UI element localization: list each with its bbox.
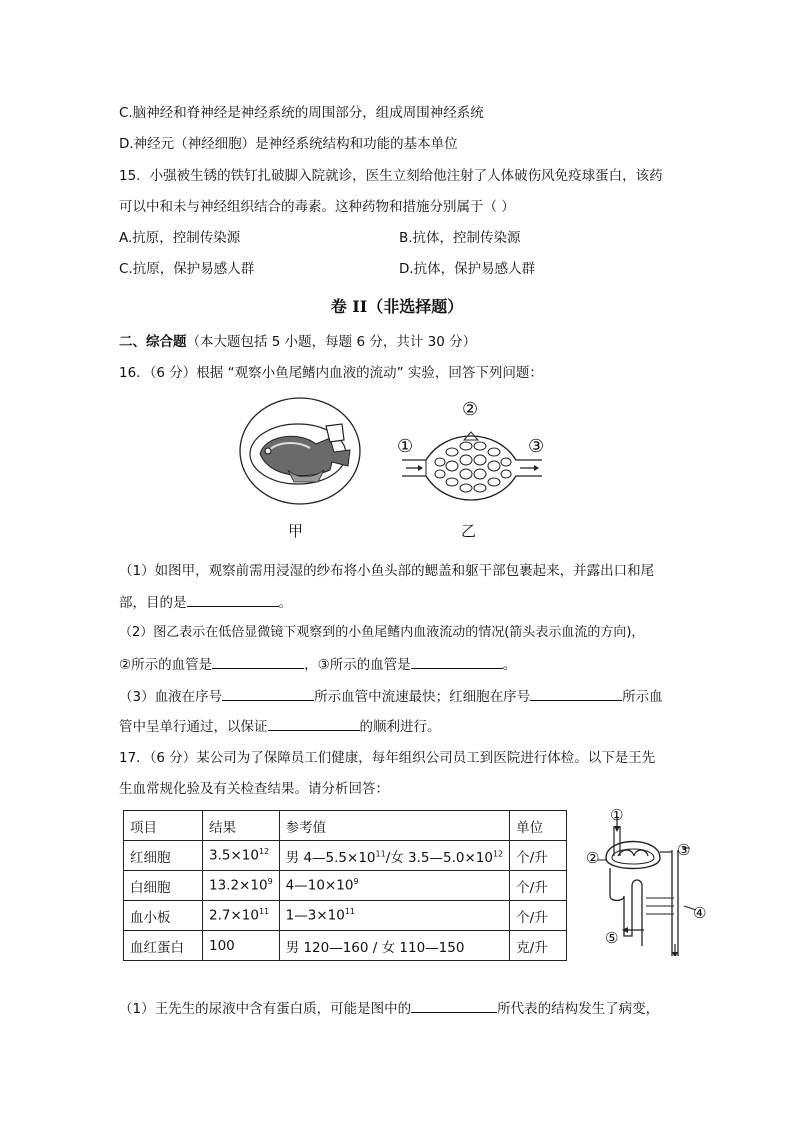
q16-part2-text2: ，③所示的血管是 — [304, 657, 411, 673]
cell-reference — [279, 901, 510, 931]
header-result: 结果 — [203, 811, 280, 841]
section-title: 卷 II（非选择题） — [330, 297, 464, 316]
ref-base: 4—10×10 — [285, 877, 354, 894]
q15-stem-line2: 可以中和未与神经组织结合的毒素。这种药物和措施分别属于（ ） — [119, 199, 515, 215]
ref-base: 1—3×10 — [285, 907, 345, 924]
cell-result — [203, 871, 280, 901]
q15-option-b: B.抗体，控制传染源 — [399, 230, 521, 246]
figure-jia-caption: 甲 — [288, 522, 304, 540]
q16-part1-line2 — [119, 592, 292, 613]
cell-reference: 男 120—160 / 女 110—150 — [279, 931, 510, 961]
q16-part3-line2 — [119, 716, 441, 737]
q15-stem-line1: 15．小强被生锈的铁钉扎破脚入院就诊，医生立刻给他注射了人体破伤风免疫球蛋白，该药 — [119, 168, 663, 184]
q17-stem-line2: 生血常规化验及有关检查结果。请分析回答： — [119, 781, 389, 797]
result-exp: 9 — [267, 877, 273, 887]
table-row — [124, 841, 567, 871]
ref-exp2: 12 — [492, 849, 504, 858]
nephron-label-4: ④ — [693, 904, 707, 922]
q15-option-a: A.抗原，控制传染源 — [119, 230, 241, 246]
q16-part3-text5: 的顺利进行。 — [359, 719, 441, 735]
result-exp: 12 — [258, 847, 270, 857]
q16-part3-text3: 所示血 — [622, 689, 663, 705]
q15-option-d: D.抗体，保护易感人群 — [399, 261, 536, 277]
nephron-label-3: ③ — [677, 841, 691, 859]
result-base: 13.2×10 — [209, 877, 268, 894]
answer-blank[interactable] — [411, 998, 497, 1013]
q16-part1-text: 部，目的是 — [119, 595, 187, 611]
cell-reference — [279, 871, 510, 901]
q16-part1-end: 。 — [278, 595, 292, 611]
q14-option-c: C.脑神经和脊神经是神经系统的周围部分，组成周围神经系统 — [119, 105, 484, 121]
ref-exp: 11 — [344, 907, 356, 917]
ref-exp: 9 — [353, 877, 359, 887]
q15-option-c: C.抗原，保护易感人群 — [119, 261, 255, 277]
q16-part3-text1: （3）血液在序号 — [119, 689, 223, 705]
header-unit: 单位 — [510, 811, 567, 841]
cell-item: 血小板 — [124, 901, 203, 931]
q16-part2-line2 — [119, 654, 516, 675]
answer-blank[interactable] — [411, 654, 503, 669]
ref-exp: 11 — [375, 849, 386, 858]
result-base: 3.5×10 — [209, 847, 259, 864]
cell-item: 白细胞 — [124, 871, 203, 901]
label-1: ① — [397, 436, 414, 457]
q17-part1-text1: （1）王先生的尿液中含有蛋白质，可能是图中的 — [119, 1001, 412, 1017]
nephron-label-1: ① — [610, 806, 624, 824]
q16-part2-text1: ②所示的血管是 — [119, 657, 213, 673]
label-2: ② — [462, 399, 479, 420]
answer-blank[interactable] — [187, 592, 279, 607]
table-row — [124, 901, 567, 931]
part2-heading-note: （本大题包括 5 小题，每题 6 分，共计 30 分） — [186, 334, 477, 350]
nephron-figure — [584, 806, 714, 956]
cell-unit: 个/升 — [510, 871, 567, 901]
result-exp: 11 — [258, 907, 270, 917]
cell-item: 血红蛋白 — [124, 931, 203, 961]
q16-stem: 16．（6 分）根据 “观察小鱼尾鳍内血液的流动” 实验，回答下列问题： — [119, 365, 543, 381]
q16-part3-text2: 所示血管中流速最快；红细胞在序号 — [314, 689, 531, 705]
part2-heading-label: 二、综合题 — [119, 334, 187, 350]
q16-part3-text4: 管中呈单行通过，以保证 — [119, 719, 268, 735]
nephron-label-5: ⑤ — [605, 929, 619, 947]
q17-stem-line1: 17．（6 分）某公司为了保障员工们健康，每年组织公司员工到医院进行体检。以下是王先 — [119, 750, 656, 766]
ref-mid: /女 3.5—5.0×10 — [385, 849, 493, 866]
q16-part2-line1: （2）图乙表示在低倍显微镜下观察到的小鱼尾鳍内血液流动的情况(箭头表示血流的方向)， — [119, 625, 645, 640]
cell-reference — [279, 841, 510, 871]
label-3: ③ — [528, 436, 545, 457]
header-reference: 参考值 — [279, 811, 510, 841]
nephron-label-2: ② — [586, 849, 600, 867]
fish-dish-figure — [238, 396, 362, 518]
result-base: 2.7×10 — [209, 907, 259, 924]
cell-unit: 克/升 — [510, 931, 567, 961]
table-row — [124, 871, 567, 901]
q14-option-d: D.神经元（神经细胞）是神经系统结构和功能的基本单位 — [119, 136, 458, 152]
cell-result: 100 — [203, 931, 280, 961]
blood-test-table — [123, 810, 567, 961]
part2-heading — [119, 332, 476, 352]
q16-part1-line1: （1）如图甲，观察前需用浸湿的纱布将小鱼头部的鳃盖和躯干部包裹起来，并露出口和尾 — [119, 563, 655, 579]
cell-result — [203, 841, 280, 871]
q17-part1-line — [119, 998, 659, 1019]
q16-part3-line1 — [119, 686, 663, 707]
answer-blank[interactable] — [222, 686, 314, 701]
cell-item: 红细胞 — [124, 841, 203, 871]
figure-yi-caption: 乙 — [461, 522, 477, 540]
q16-part2-text3: 。 — [502, 657, 517, 673]
cell-unit: 个/升 — [510, 901, 567, 931]
table-row — [124, 931, 567, 961]
header-item: 项目 — [124, 811, 203, 841]
cell-unit: 个/升 — [510, 841, 567, 871]
cell-result — [203, 901, 280, 931]
table-header-row — [124, 811, 567, 841]
answer-blank[interactable] — [530, 686, 622, 701]
answer-blank[interactable] — [268, 716, 360, 731]
answer-blank[interactable] — [212, 654, 304, 669]
ref-base: 男 4—5.5×10 — [285, 849, 376, 866]
q17-part1-text2: 所代表的结构发生了病变， — [497, 1001, 660, 1017]
